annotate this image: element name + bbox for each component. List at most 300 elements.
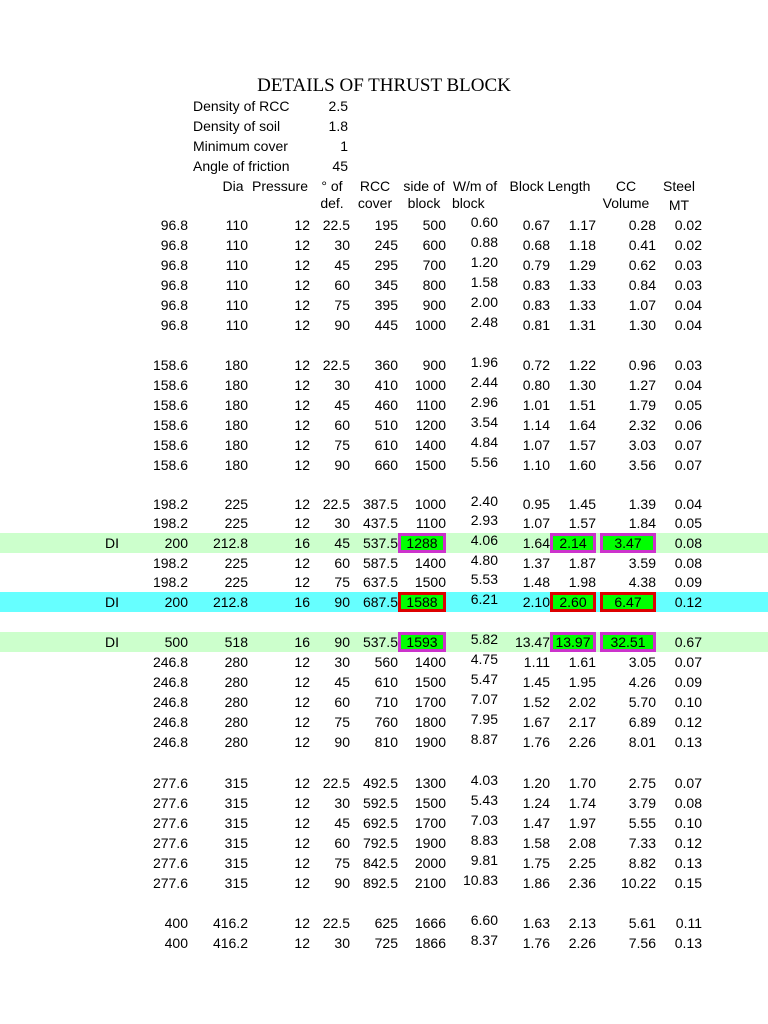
cell-pressure: 12 bbox=[294, 217, 310, 233]
cell-rcc-cover: 245 bbox=[374, 237, 398, 253]
header-side-2: block bbox=[407, 195, 441, 211]
cell-block-length-2: 1.57 bbox=[568, 515, 596, 531]
cell-dia: 280 bbox=[224, 694, 248, 710]
cell-deg: 90 bbox=[334, 875, 350, 891]
cell-block-length-1: 1.86 bbox=[522, 875, 550, 891]
cell-dia: 110 bbox=[225, 297, 248, 313]
cell-di bbox=[92, 712, 132, 732]
cell-block-length-2: 2.36 bbox=[568, 875, 596, 891]
cell-cc-volume: 0.84 bbox=[628, 277, 656, 293]
table-row bbox=[0, 793, 768, 813]
cell-block-length-2: 2.26 bbox=[568, 734, 596, 750]
cell-rcc-cover: 437.5 bbox=[362, 515, 398, 531]
cell-pressure: 12 bbox=[294, 555, 310, 571]
cell-block-length-2: 1.30 bbox=[568, 377, 596, 393]
cell-wm-block: 2.00 bbox=[470, 294, 498, 310]
cell-deg: 60 bbox=[334, 417, 350, 433]
cell-wm-block: 6.21 bbox=[470, 591, 498, 607]
cell-side-of-block: 1593 bbox=[398, 632, 446, 652]
cell-rcc-cover: 445 bbox=[374, 317, 398, 333]
cell-deg: 60 bbox=[334, 835, 350, 851]
cell-id: 158.6 bbox=[152, 457, 188, 473]
cell-id: 246.8 bbox=[152, 714, 188, 730]
cell-deg: 60 bbox=[334, 277, 350, 293]
cell-block-length-1: 1.01 bbox=[522, 397, 550, 413]
cell-side-of-block: 1900 bbox=[414, 734, 446, 750]
cell-wm-block: 5.82 bbox=[470, 631, 498, 647]
cell-cc-volume: 2.75 bbox=[628, 775, 656, 791]
cell-dia: 280 bbox=[224, 734, 248, 750]
cell-pressure: 12 bbox=[294, 694, 310, 710]
table-row bbox=[0, 773, 768, 793]
cell-dia: 416.2 bbox=[212, 935, 248, 951]
cell-cc-volume: 1.07 bbox=[628, 297, 656, 313]
cell-block-length-1: 1.75 bbox=[522, 855, 550, 871]
cell-steel: 0.67 bbox=[674, 634, 702, 650]
cell-steel: 0.13 bbox=[674, 935, 702, 951]
header-steel-2: MT bbox=[668, 197, 690, 213]
cell-pressure: 12 bbox=[294, 915, 310, 931]
cell-pressure: 12 bbox=[294, 815, 310, 831]
cell-steel: 0.05 bbox=[674, 515, 702, 531]
cell-side-of-block: 1000 bbox=[414, 377, 446, 393]
cell-wm-block: 8.37 bbox=[470, 932, 498, 948]
table-row bbox=[0, 632, 768, 652]
cell-di bbox=[92, 295, 132, 315]
cell-cc-volume: 7.33 bbox=[628, 835, 656, 851]
cell-block-length-1: 0.83 bbox=[522, 297, 550, 313]
cell-block-length-1: 0.83 bbox=[522, 277, 550, 293]
table-row bbox=[0, 215, 768, 235]
cell-wm-block: 4.03 bbox=[470, 772, 498, 788]
table-row bbox=[0, 415, 768, 435]
cell-steel: 0.07 bbox=[674, 654, 702, 670]
table-row bbox=[0, 395, 768, 415]
cell-id: 246.8 bbox=[152, 734, 188, 750]
cell-steel: 0.15 bbox=[674, 875, 702, 891]
cell-cc-volume: 5.55 bbox=[628, 815, 656, 831]
cell-id: 198.2 bbox=[152, 555, 188, 571]
cell-cc-volume: 1.39 bbox=[628, 496, 656, 512]
cell-pressure: 12 bbox=[294, 277, 310, 293]
cell-di bbox=[92, 773, 132, 793]
cell-cc-volume: 7.56 bbox=[628, 935, 656, 951]
cell-block-length-2: 2.17 bbox=[568, 714, 596, 730]
table-row bbox=[0, 592, 768, 612]
cell-id: 158.6 bbox=[152, 377, 188, 393]
cell-cc-volume: 32.51 bbox=[600, 632, 656, 652]
cell-block-length-2: 13.97 bbox=[550, 632, 596, 652]
header-rcc-2: cover bbox=[357, 195, 393, 211]
cell-rcc-cover: 792.5 bbox=[362, 835, 398, 851]
table-row bbox=[0, 455, 768, 475]
cell-cc-volume: 0.96 bbox=[628, 357, 656, 373]
cell-pressure: 12 bbox=[294, 457, 310, 473]
cell-pressure: 12 bbox=[294, 397, 310, 413]
cell-pressure: 12 bbox=[294, 795, 310, 811]
cell-block-length-2: 1.45 bbox=[568, 496, 596, 512]
cell-dia: 315 bbox=[224, 855, 248, 871]
table-row bbox=[0, 295, 768, 315]
cell-steel: 0.03 bbox=[674, 257, 702, 273]
cell-wm-block: 1.20 bbox=[470, 254, 498, 270]
cell-steel: 0.07 bbox=[674, 437, 702, 453]
cell-deg: 30 bbox=[334, 795, 350, 811]
cell-rcc-cover: 625 bbox=[374, 915, 398, 931]
cell-dia: 315 bbox=[224, 775, 248, 791]
cell-steel: 0.12 bbox=[674, 594, 702, 610]
cell-dia: 180 bbox=[224, 437, 248, 453]
cell-cc-volume: 3.79 bbox=[628, 795, 656, 811]
cell-steel: 0.03 bbox=[674, 277, 702, 293]
cell-deg: 22.5 bbox=[322, 775, 350, 791]
cell-dia: 180 bbox=[224, 357, 248, 373]
cell-id: 200 bbox=[164, 535, 188, 551]
cell-rcc-cover: 610 bbox=[374, 674, 398, 690]
cell-dia: 110 bbox=[225, 277, 248, 293]
cell-pressure: 12 bbox=[294, 496, 310, 512]
cell-dia: 212.8 bbox=[212, 535, 248, 551]
cell-steel: 0.12 bbox=[674, 835, 702, 851]
cell-di bbox=[92, 853, 132, 873]
cell-block-length-1: 1.48 bbox=[522, 574, 550, 590]
param-value: 1 bbox=[340, 138, 348, 154]
cell-deg: 30 bbox=[334, 377, 350, 393]
cell-side-of-block: 1400 bbox=[414, 437, 446, 453]
cell-id: 200 bbox=[164, 594, 188, 610]
cell-steel: 0.03 bbox=[674, 357, 702, 373]
cell-steel: 0.07 bbox=[674, 775, 702, 791]
cell-side-of-block: 1100 bbox=[415, 397, 446, 413]
param-value: 2.5 bbox=[328, 98, 348, 114]
table-row bbox=[0, 672, 768, 692]
cell-id: 198.2 bbox=[152, 496, 188, 512]
header-side-1: side of bbox=[403, 178, 445, 194]
cell-cc-volume: 1.30 bbox=[628, 317, 656, 333]
cell-id: 96.8 bbox=[160, 237, 188, 253]
cell-pressure: 12 bbox=[294, 734, 310, 750]
cell-deg: 60 bbox=[334, 694, 350, 710]
cell-deg: 90 bbox=[334, 634, 350, 650]
cell-di bbox=[92, 513, 132, 533]
cell-dia: 315 bbox=[224, 795, 248, 811]
cell-id: 246.8 bbox=[152, 674, 188, 690]
cell-id: 277.6 bbox=[152, 855, 188, 871]
cell-deg: 22.5 bbox=[322, 915, 350, 931]
cell-di bbox=[92, 572, 132, 592]
table-row bbox=[0, 533, 768, 553]
cell-id: 198.2 bbox=[152, 574, 188, 590]
cell-cc-volume: 6.89 bbox=[628, 714, 656, 730]
cell-id: 277.6 bbox=[152, 795, 188, 811]
cell-cc-volume: 4.26 bbox=[628, 674, 656, 690]
cell-di bbox=[92, 873, 132, 893]
cell-wm-block: 1.96 bbox=[470, 354, 498, 370]
cell-rcc-cover: 660 bbox=[374, 457, 398, 473]
cell-dia: 110 bbox=[225, 257, 248, 273]
cell-pressure: 12 bbox=[294, 377, 310, 393]
cell-cc-volume: 1.27 bbox=[628, 377, 656, 393]
cell-pressure: 12 bbox=[294, 237, 310, 253]
table-row bbox=[0, 692, 768, 712]
cell-steel: 0.10 bbox=[674, 694, 702, 710]
cell-block-length-1: 1.07 bbox=[522, 515, 550, 531]
cell-cc-volume: 1.84 bbox=[628, 515, 656, 531]
cell-side-of-block: 1700 bbox=[414, 815, 446, 831]
cell-dia: 280 bbox=[224, 654, 248, 670]
cell-id: 96.8 bbox=[160, 257, 188, 273]
cell-id: 400 bbox=[164, 915, 188, 931]
cell-cc-volume: 4.38 bbox=[628, 574, 656, 590]
cell-di bbox=[92, 913, 132, 933]
cell-id: 246.8 bbox=[152, 694, 188, 710]
cell-dia: 180 bbox=[224, 377, 248, 393]
cell-block-length-1: 0.79 bbox=[522, 257, 550, 273]
cell-cc-volume: 3.05 bbox=[628, 654, 656, 670]
cell-block-length-2: 1.57 bbox=[568, 437, 596, 453]
cell-block-length-1: 0.68 bbox=[522, 237, 550, 253]
cell-pressure: 12 bbox=[294, 855, 310, 871]
cell-side-of-block: 1700 bbox=[414, 694, 446, 710]
cell-wm-block: 5.53 bbox=[470, 571, 498, 587]
header-cc-2: Volume bbox=[602, 195, 650, 211]
cell-deg: 30 bbox=[334, 515, 350, 531]
cell-block-length-1: 1.07 bbox=[522, 437, 550, 453]
cell-pressure: 12 bbox=[294, 875, 310, 891]
cell-rcc-cover: 492.5 bbox=[362, 775, 398, 791]
cell-pressure: 12 bbox=[294, 654, 310, 670]
cell-pressure: 12 bbox=[294, 835, 310, 851]
cell-rcc-cover: 687.5 bbox=[362, 594, 398, 610]
cell-di bbox=[92, 315, 132, 335]
cell-cc-volume: 8.01 bbox=[628, 734, 656, 750]
cell-rcc-cover: 395 bbox=[374, 297, 398, 313]
cell-pressure: 12 bbox=[294, 417, 310, 433]
cell-pressure: 12 bbox=[294, 297, 310, 313]
cell-steel: 0.13 bbox=[674, 855, 702, 871]
cell-block-length-2: 1.74 bbox=[568, 795, 596, 811]
cell-dia: 315 bbox=[224, 815, 248, 831]
cell-side-of-block: 1500 bbox=[414, 795, 446, 811]
cell-block-length-2: 1.22 bbox=[568, 357, 596, 373]
header-dia: Dia bbox=[222, 178, 244, 194]
cell-wm-block: 5.43 bbox=[470, 792, 498, 808]
cell-block-length-2: 2.60 bbox=[550, 592, 596, 612]
cell-wm-block: 4.80 bbox=[470, 552, 498, 568]
cell-cc-volume: 1.79 bbox=[628, 397, 656, 413]
cell-id: 96.8 bbox=[160, 277, 188, 293]
page-title: DETAILS OF THRUST BLOCK bbox=[257, 75, 511, 96]
cell-pressure: 12 bbox=[294, 357, 310, 373]
table-row bbox=[0, 255, 768, 275]
cell-deg: 45 bbox=[334, 535, 350, 551]
cell-block-length-1: 1.14 bbox=[522, 417, 550, 433]
table-row bbox=[0, 375, 768, 395]
table-row bbox=[0, 712, 768, 732]
cell-steel: 0.04 bbox=[674, 496, 702, 512]
cell-dia: 110 bbox=[225, 237, 248, 253]
cell-rcc-cover: 387.5 bbox=[362, 496, 398, 512]
cell-rcc-cover: 295 bbox=[374, 257, 398, 273]
cell-block-length-2: 2.08 bbox=[568, 835, 596, 851]
cell-block-length-2: 1.60 bbox=[568, 457, 596, 473]
cell-wm-block: 5.56 bbox=[470, 454, 498, 470]
cell-deg: 75 bbox=[334, 574, 350, 590]
cell-dia: 518 bbox=[224, 634, 248, 650]
cell-steel: 0.04 bbox=[674, 317, 702, 333]
cell-di: DI bbox=[105, 594, 119, 610]
cell-rcc-cover: 592.5 bbox=[362, 795, 398, 811]
cell-steel: 0.02 bbox=[674, 237, 702, 253]
cell-di bbox=[92, 435, 132, 455]
cell-dia: 180 bbox=[224, 397, 248, 413]
cell-rcc-cover: 360 bbox=[374, 357, 398, 373]
cell-block-length-2: 1.95 bbox=[568, 674, 596, 690]
cell-deg: 22.5 bbox=[322, 217, 350, 233]
cell-id: 277.6 bbox=[152, 815, 188, 831]
cell-cc-volume: 0.28 bbox=[628, 217, 656, 233]
cell-block-length-2: 1.64 bbox=[568, 417, 596, 433]
cell-di: DI bbox=[105, 535, 119, 551]
cell-side-of-block: 1900 bbox=[414, 835, 446, 851]
cell-rcc-cover: 587.5 bbox=[362, 555, 398, 571]
cell-cc-volume: 2.32 bbox=[628, 417, 656, 433]
cell-block-length-1: 1.37 bbox=[522, 555, 550, 571]
table-row bbox=[0, 513, 768, 533]
table-row bbox=[0, 275, 768, 295]
cell-di bbox=[92, 793, 132, 813]
cell-deg: 45 bbox=[334, 815, 350, 831]
cell-steel: 0.09 bbox=[674, 574, 702, 590]
cell-dia: 110 bbox=[225, 217, 248, 233]
cell-side-of-block: 1866 bbox=[414, 935, 446, 951]
cell-deg: 30 bbox=[334, 654, 350, 670]
table-row bbox=[0, 235, 768, 255]
header-wm-2: block bbox=[452, 195, 485, 211]
cell-id: 277.6 bbox=[152, 775, 188, 791]
cell-pressure: 16 bbox=[294, 535, 310, 551]
header-cc-1: CC bbox=[615, 178, 637, 194]
cell-rcc-cover: 610 bbox=[374, 437, 398, 453]
cell-di bbox=[92, 553, 132, 573]
cell-rcc-cover: 842.5 bbox=[362, 855, 398, 871]
cell-id: 158.6 bbox=[152, 357, 188, 373]
cell-block-length-2: 2.02 bbox=[568, 694, 596, 710]
param-label: Density of soil bbox=[193, 118, 281, 134]
cell-wm-block: 2.48 bbox=[470, 314, 498, 330]
table-row bbox=[0, 913, 768, 933]
header-steel-1: Steel bbox=[663, 178, 695, 194]
cell-side-of-block: 800 bbox=[422, 277, 446, 293]
cell-block-length-1: 0.95 bbox=[522, 496, 550, 512]
cell-di bbox=[92, 732, 132, 752]
cell-side-of-block: 600 bbox=[422, 237, 446, 253]
cell-cc-volume: 0.41 bbox=[628, 237, 656, 253]
cell-di bbox=[92, 235, 132, 255]
cell-id: 96.8 bbox=[160, 297, 188, 313]
cell-rcc-cover: 710 bbox=[374, 694, 398, 710]
cell-block-length-1: 1.58 bbox=[522, 835, 550, 851]
cell-pressure: 12 bbox=[294, 515, 310, 531]
cell-dia: 212.8 bbox=[212, 594, 248, 610]
cell-side-of-block: 1400 bbox=[414, 654, 446, 670]
cell-rcc-cover: 810 bbox=[374, 734, 398, 750]
cell-side-of-block: 1000 bbox=[414, 496, 446, 512]
cell-dia: 315 bbox=[224, 875, 248, 891]
cell-dia: 180 bbox=[224, 417, 248, 433]
cell-di bbox=[92, 672, 132, 692]
cell-pressure: 12 bbox=[294, 674, 310, 690]
param-value: 1.8 bbox=[328, 118, 348, 134]
cell-cc-volume: 3.56 bbox=[628, 457, 656, 473]
cell-di bbox=[92, 833, 132, 853]
cell-side-of-block: 1300 bbox=[414, 775, 446, 791]
cell-di bbox=[92, 692, 132, 712]
cell-deg: 75 bbox=[334, 714, 350, 730]
cell-wm-block: 2.96 bbox=[470, 394, 498, 410]
cell-steel: 0.11 bbox=[675, 915, 702, 931]
cell-rcc-cover: 460 bbox=[374, 397, 398, 413]
cell-block-length-2: 1.33 bbox=[568, 277, 596, 293]
cell-di bbox=[92, 933, 132, 953]
cell-wm-block: 9.81 bbox=[470, 852, 498, 868]
cell-block-length-2: 1.17 bbox=[568, 217, 596, 233]
cell-deg: 90 bbox=[334, 734, 350, 750]
cell-steel: 0.04 bbox=[674, 377, 702, 393]
cell-wm-block: 2.40 bbox=[470, 493, 498, 509]
table-row bbox=[0, 315, 768, 335]
cell-pressure: 12 bbox=[294, 714, 310, 730]
cell-rcc-cover: 537.5 bbox=[362, 535, 398, 551]
cell-wm-block: 7.03 bbox=[470, 812, 498, 828]
cell-di bbox=[92, 813, 132, 833]
cell-block-length-1: 1.76 bbox=[522, 935, 550, 951]
cell-dia: 110 bbox=[225, 317, 248, 333]
cell-pressure: 12 bbox=[294, 257, 310, 273]
cell-side-of-block: 1666 bbox=[414, 915, 446, 931]
cell-wm-block: 2.44 bbox=[470, 374, 498, 390]
cell-steel: 0.08 bbox=[674, 535, 702, 551]
cell-wm-block: 10.83 bbox=[462, 872, 498, 888]
param-label: Density of RCC bbox=[193, 98, 290, 114]
cell-cc-volume: 5.70 bbox=[628, 694, 656, 710]
cell-block-length-1: 0.80 bbox=[522, 377, 550, 393]
cell-di bbox=[92, 255, 132, 275]
cell-cc-volume: 10.22 bbox=[620, 875, 656, 891]
cell-di bbox=[92, 455, 132, 475]
cell-side-of-block: 1800 bbox=[414, 714, 446, 730]
cell-rcc-cover: 510 bbox=[374, 417, 398, 433]
cell-block-length-1: 0.72 bbox=[522, 357, 550, 373]
cell-dia: 225 bbox=[224, 555, 248, 571]
cell-steel: 0.13 bbox=[674, 734, 702, 750]
cell-wm-block: 4.84 bbox=[470, 434, 498, 450]
cell-pressure: 12 bbox=[294, 437, 310, 453]
cell-pressure: 12 bbox=[294, 775, 310, 791]
cell-steel: 0.08 bbox=[674, 795, 702, 811]
param-label: Angle of friction bbox=[193, 158, 290, 174]
header-rcc-1: RCC bbox=[359, 178, 391, 194]
cell-pressure: 12 bbox=[294, 574, 310, 590]
cell-block-length-2: 1.98 bbox=[568, 574, 596, 590]
cell-steel: 0.02 bbox=[674, 217, 702, 233]
param-label: Minimum cover bbox=[193, 138, 288, 154]
cell-dia: 416.2 bbox=[212, 915, 248, 931]
cell-rcc-cover: 692.5 bbox=[362, 815, 398, 831]
cell-deg: 75 bbox=[334, 297, 350, 313]
cell-side-of-block: 1500 bbox=[414, 457, 446, 473]
cell-block-length-2: 1.70 bbox=[568, 775, 596, 791]
